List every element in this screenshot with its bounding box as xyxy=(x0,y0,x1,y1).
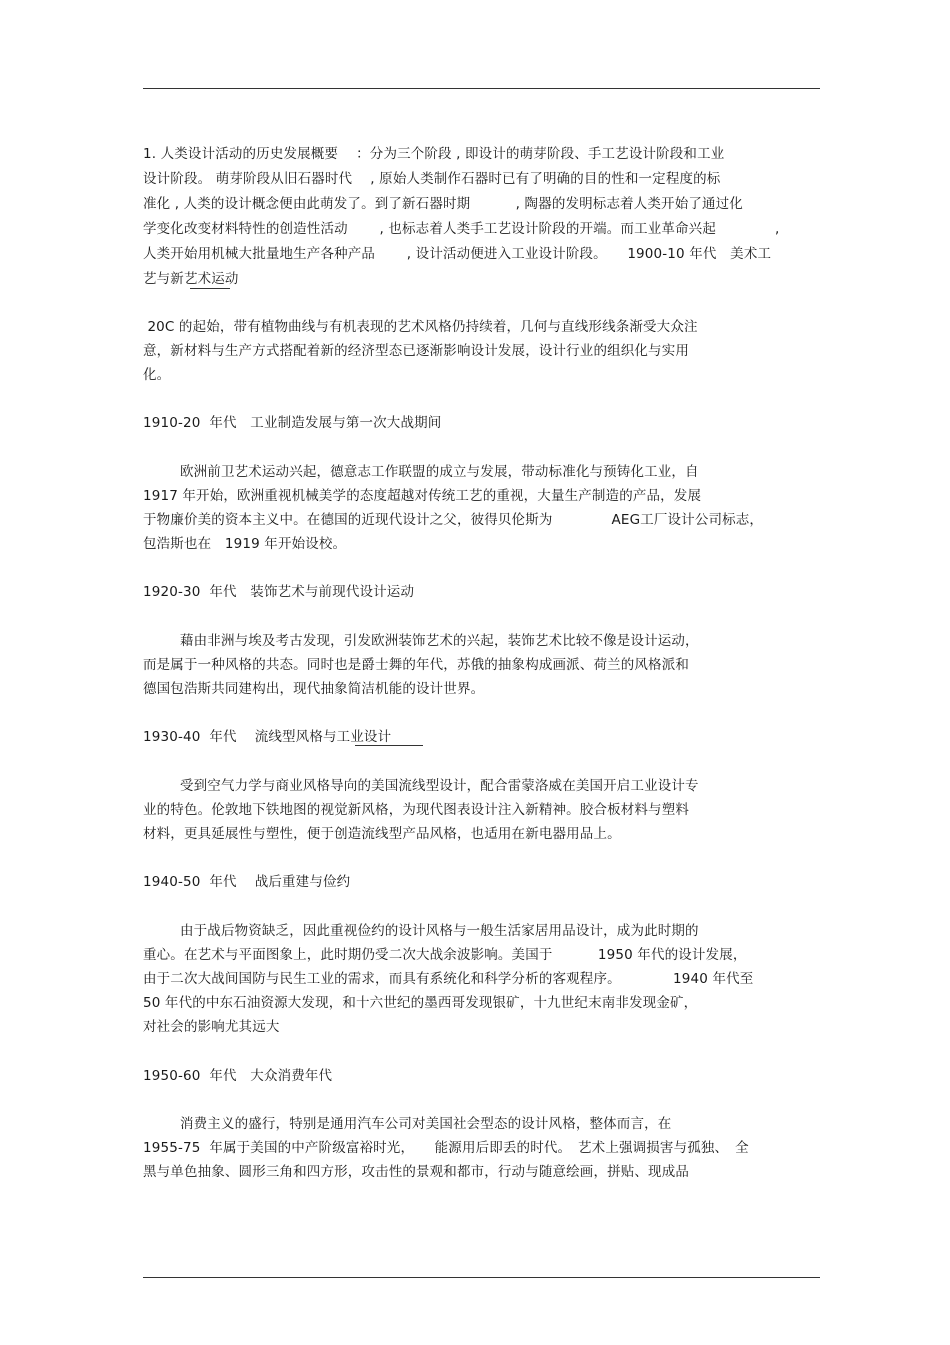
text-line: 黑与单色抽象、圆形三角和四方形，攻击性的景观和都市，行动与随意绘画，拼贴、现成品 xyxy=(143,1164,689,1180)
text-line: 1917 年开始，欧洲重视机械美学的态度超越对传统工艺的重视，大量生产制造的产品，发展 xyxy=(143,488,702,504)
text-line: 艺与新艺术运动 xyxy=(143,271,239,287)
section-heading: 1910-20 年代 工业制造发展与第一次大战期间 xyxy=(143,415,442,431)
section-heading: 1950-60 年代 大众消费年代 xyxy=(143,1068,333,1084)
text-line: 对社会的影响尤其远大 xyxy=(143,1019,280,1035)
text-line: 重心。在艺术与平面图象上，此时期仍受二次大战余波影响。美国于 1950 年代的设计发展， xyxy=(143,947,747,963)
section-heading: 1930-40 年代 流线型风格与工业设计 xyxy=(143,729,392,745)
text-line: 1955-75 年属于美国的中产阶级富裕时光， 能源用后即丢的时代。 艺术上强调损害与孤独、 全 xyxy=(143,1140,749,1156)
text-line: 50 年代的中东石油资源大发现，和十六世纪的墨西哥发现银矿，十九世纪末南非发现金矿， xyxy=(143,995,698,1011)
text-line: 欧洲前卫艺术运动兴起，德意志工作联盟的成立与发展，带动标准化与预铸化工业，自 xyxy=(180,464,699,480)
text-line: 意，新材料与生产方式搭配着新的经济型态已逐渐影响设计发展，设计行业的组织化与实用 xyxy=(143,343,689,359)
text-line: 20C 的起始，带有植物曲线与有机表现的艺术风格仍持续着，几何与直线形线条渐受大众注 xyxy=(143,319,698,335)
text-line: 人类开始用机械大批量地生产各种产品 , 设计活动便进入工业设计阶段。 1900-10 年代 美术工 xyxy=(143,246,772,262)
text-line: 而是属于一种风格的共态。同时也是爵士舞的年代，苏俄的抽象构成画派、荷兰的风格派和 xyxy=(143,657,689,673)
text-line: 1. 人类设计活动的历史发展概要 ：分为三个阶段 , 即设计的萌芽阶段、手工艺设计阶段和工业 xyxy=(143,146,725,162)
text-line: 学变化改变材料特性的创造性活动 , 也标志着人类手工艺设计阶段的开端。而工业革命兴起 , xyxy=(143,221,780,237)
header-rule xyxy=(143,88,820,89)
text-line: 准化 , 人类的设计概念便由此萌发了。到了新石器时期 , 陶器的发明标志着人类开始了通过化 xyxy=(143,196,743,212)
text-line: 材料，更具延展性与塑性，便于创造流线型产品风格，也适用在新电器用品上。 xyxy=(143,826,621,842)
text-line: 业的特色。伦敦地下铁地图的视觉新风格，为现代图表设计注入新精神。胶合板材料与塑料 xyxy=(143,802,689,818)
text-line: 藉由非洲与埃及考古发现，引发欧洲装饰艺术的兴起，装饰艺术比较不像是设计运动， xyxy=(180,633,699,649)
text-line: 由于战后物资缺乏，因此重视俭约的设计风格与一般生活家居用品设计，成为此时期的 xyxy=(180,923,699,939)
underline-mark xyxy=(190,288,230,289)
text-line: 受到空气力学与商业风格导向的美国流线型设计，配合雷蒙洛威在美国开启工业设计专 xyxy=(180,778,699,794)
text-line: 包浩斯也在 1919 年开始设校。 xyxy=(143,536,347,552)
text-line: 德国包浩斯共同建构出，现代抽象简洁机能的设计世界。 xyxy=(143,681,485,697)
section-heading: 1920-30 年代 装饰艺术与前现代设计运动 xyxy=(143,584,415,600)
underline-mark xyxy=(355,745,423,746)
section-heading: 1940-50 年代 战后重建与俭约 xyxy=(143,874,351,890)
text-line: 由于二次大战间国防与民生工业的需求，而具有系统化和科学分析的客观程序。 1940 年代至 xyxy=(143,971,754,987)
text-line: 于物廉价美的资本主义中。在德国的近现代设计之父，彼得贝伦斯为 AEG工厂设计公司标志， xyxy=(143,512,764,528)
text-line: 消费主义的盛行，特别是通用汽车公司对美国社会型态的设计风格，整体而言，在 xyxy=(180,1116,672,1132)
footer-rule xyxy=(143,1277,820,1278)
text-line: 化。 xyxy=(143,367,171,383)
text-line: 设计阶段。 萌芽阶段从旧石器时代 , 原始人类制作石器时已有了明确的目的性和一定程度的标 xyxy=(143,171,721,187)
